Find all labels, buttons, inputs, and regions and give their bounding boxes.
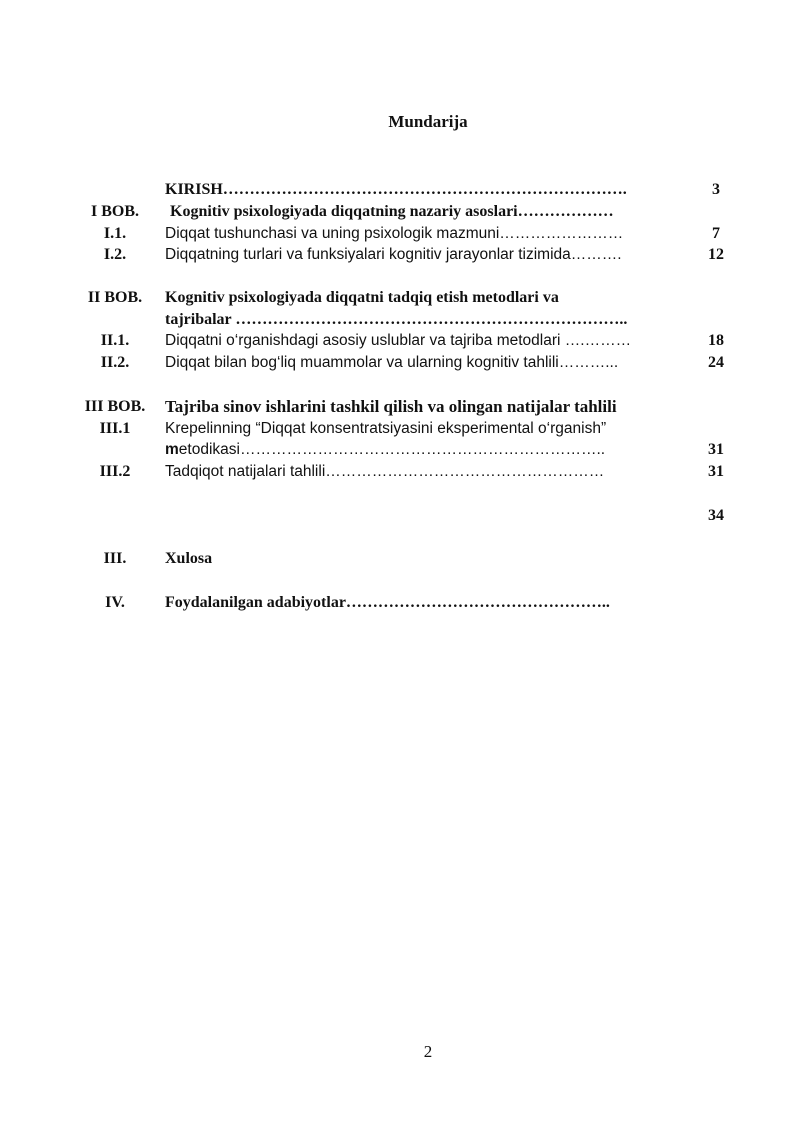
- toc-page-number: 7: [712, 225, 720, 242]
- toc-section-title: Diqqat bilan bog‘liq muammolar va ularning kognitiv tahlili………...: [165, 354, 619, 371]
- toc-section-number: I.2.: [103, 246, 127, 263]
- toc-section-number: IV.: [105, 594, 125, 611]
- toc-chapter-title: Kognitiv psixologiyada diqqatning nazariy asoslari………………: [170, 203, 614, 220]
- toc-page-number: 24: [708, 354, 724, 371]
- toc-chapter-title: Tajriba sinov ishlarini tashkil qilish va olingan natijalar tahlili: [165, 397, 617, 416]
- toc-section-number: II.2.: [100, 354, 130, 371]
- toc-section-number: III.1: [99, 420, 131, 437]
- toc-page-number: 31: [708, 463, 724, 480]
- toc-section-title: Diqqat tushunchasi va uning psixologik mazmuni……………………: [165, 225, 624, 242]
- toc-page-number: 3: [712, 181, 720, 198]
- toc-section-title-line2: [165, 439, 605, 461]
- toc-section-number: III.: [103, 550, 127, 567]
- page-number-footer: 2: [423, 1042, 433, 1061]
- toc-section-title: Diqqatni o‘rganishdagi asosiy uslublar va tajriba metodlari ….………: [165, 332, 632, 349]
- toc-section-title-line2-initial: m: [165, 441, 179, 458]
- toc-section-title-line2-rest: etodikasi……………………………………………………………..: [178, 441, 606, 458]
- toc-section-title: Foydalanilgan adabiyotlar…………………………………………..: [165, 594, 610, 611]
- toc-section-title: Xulosa: [165, 550, 213, 567]
- toc-page-number: 34: [708, 507, 724, 524]
- toc-chapter-title-line1: Kognitiv psixologiyada diqqatni tadqiq etish metodlari va: [165, 289, 559, 306]
- toc-page-number: 12: [708, 246, 724, 263]
- page-title: Mundarija: [388, 112, 468, 131]
- toc-chapter-title-line2: tajribalar ………………………………………………………………..: [165, 311, 628, 328]
- toc-section-title: Diqqatning turlari va funksiyalari kognitiv jarayonlar tizimida……….: [165, 246, 622, 263]
- toc-page-number: 31: [708, 441, 724, 458]
- toc-entry-text: KIRISH………………………………………………………………….: [165, 181, 627, 198]
- toc-chapter-number: I BOB.: [90, 203, 139, 220]
- toc-section-number: II.1.: [100, 332, 130, 349]
- toc-section-title: Tadqiqot natijalari tahlili………………………………………………: [165, 463, 605, 480]
- toc-chapter-number: II BOB.: [87, 289, 143, 306]
- toc-section-number: I.1.: [103, 225, 127, 242]
- toc-section-title-line1: Krepelinning “Diqqat konsentratsiyasini eksperimental o‘rganish”: [165, 420, 607, 437]
- toc-section-number: III.2: [99, 463, 131, 480]
- toc-page-number: 18: [708, 332, 724, 349]
- toc-chapter-number: III BOB.: [84, 398, 146, 415]
